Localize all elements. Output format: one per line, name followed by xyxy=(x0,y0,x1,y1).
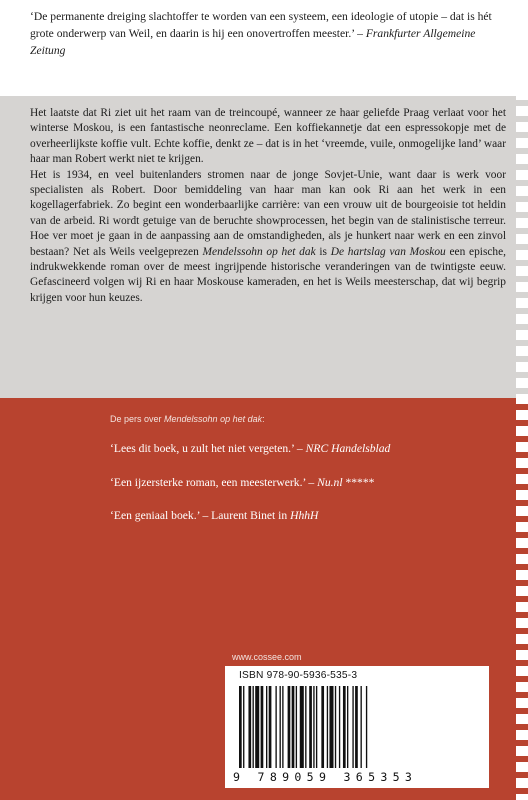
edge-tab xyxy=(516,682,528,692)
edge-tab xyxy=(516,234,528,244)
edge-tab xyxy=(516,490,528,500)
barcode-bar xyxy=(266,686,267,768)
barcode-bar xyxy=(300,686,304,768)
page-edge-tabs-icon xyxy=(510,0,528,800)
edge-tab xyxy=(516,378,528,388)
barcode-bar xyxy=(366,686,367,768)
edge-tab xyxy=(516,314,528,324)
edge-tab xyxy=(516,570,528,580)
barcode-bar xyxy=(292,686,295,768)
book-title-hartslag: De hartslag van Moskou xyxy=(330,245,446,258)
barcode-bar xyxy=(339,686,340,768)
blurb-paragraph-1: Het laatste dat Ri ziet uit het raam van de treincoupé, wanneer ze haar geliefde Praag verlaat voor het winterse Moskou, is een fantastische neonreclame. Een koffiekannetje dat een espressokopje met de overheerlijkste koffie vult. Echte koffie, denkt ze – dat is in het ‘vreemde, vuile, onmogelijke land’ waar haar man Robert werkt niet te krijgen. xyxy=(30,107,506,166)
blurb-paragraph-2 xyxy=(30,168,506,307)
barcode-bar xyxy=(282,686,283,768)
barcode-bar xyxy=(288,686,291,768)
edge-tab xyxy=(516,122,528,132)
edge-tab xyxy=(516,58,528,68)
edge-tab xyxy=(516,26,528,36)
edge-tab xyxy=(516,202,528,212)
edge-tab xyxy=(516,42,528,52)
edge-tab xyxy=(516,458,528,468)
edge-tab xyxy=(516,90,528,100)
edge-tab xyxy=(516,106,528,116)
edge-tab xyxy=(516,298,528,308)
barcode-bar xyxy=(261,686,264,768)
barcode-bar xyxy=(305,686,306,768)
press-quote-3-source: HhhH xyxy=(290,509,319,522)
barcode-bar xyxy=(343,686,346,768)
edge-tab xyxy=(516,250,528,260)
edge-tab xyxy=(516,586,528,596)
edge-tab xyxy=(516,602,528,612)
edge-tab xyxy=(516,218,528,228)
barcode-digits: 9 789059 365353 xyxy=(233,770,418,784)
barcode-bar xyxy=(329,686,333,768)
blurb-p2-part-c: een epische, indrukwekkende roman over de meest ingrijpende historische veranderingen van de twintigste eeuw. Gefascineerd volgen wij Ri en haar Moskouse kameraden, en het is Weils meesterschap, dat wij begrip krijgen voor hun keuzes. xyxy=(30,245,507,304)
edge-tab xyxy=(516,634,528,644)
press-band xyxy=(0,398,528,800)
edge-tab xyxy=(516,346,528,356)
edge-tab xyxy=(516,522,528,532)
isbn-label: ISBN 978-90-5936-535-3 xyxy=(239,670,358,681)
book-title-mendelssohn: Mendelssohn op het dak xyxy=(202,245,316,258)
edge-tab xyxy=(516,138,528,148)
press-quote-1 xyxy=(110,442,510,455)
edge-tab xyxy=(516,538,528,548)
barcode-icon xyxy=(239,686,479,768)
edge-tab xyxy=(516,282,528,292)
barcode-box xyxy=(225,666,489,788)
edge-tab xyxy=(516,74,528,84)
quote-source: Frankfurter Allgemeine Zeitung xyxy=(30,27,476,57)
barcode-bar xyxy=(361,686,362,768)
edge-tab xyxy=(516,426,528,436)
edge-tab xyxy=(516,730,528,740)
barcode-bar xyxy=(355,686,358,768)
edge-tab xyxy=(516,442,528,452)
edge-tab xyxy=(516,394,528,404)
press-quote-2-text: ‘Een ijzersterke roman, een meesterwerk.’ – xyxy=(110,476,318,489)
barcode-bar xyxy=(248,686,251,768)
edge-tab xyxy=(516,698,528,708)
edge-tab xyxy=(516,10,528,20)
barcode-bar xyxy=(296,686,297,768)
edge-tab xyxy=(516,618,528,628)
press-title-suffix: : xyxy=(262,414,265,424)
press-title-prefix: De pers over xyxy=(110,414,165,424)
edge-tab xyxy=(516,410,528,420)
edge-tab xyxy=(516,330,528,340)
press-title xyxy=(110,414,265,424)
quote-text: ‘De permanente dreiging slachtoffer te worden van een systeem, een ideologie of utopie – dat is hét grote onderwerp van Weil, en daarin is hij een onovertroffen meester.’ – xyxy=(30,10,492,40)
publisher-url: www.cossee.com xyxy=(232,652,302,662)
barcode-bar xyxy=(335,686,336,768)
barcode-bar xyxy=(253,686,254,768)
blurb-text xyxy=(30,106,506,306)
barcode-bar xyxy=(275,686,276,768)
barcode-bar xyxy=(243,686,244,768)
press-quote-2-source: Nu.nl xyxy=(317,476,343,489)
edge-tab xyxy=(516,186,528,196)
barcode-bar xyxy=(309,686,312,768)
edge-tab xyxy=(516,362,528,372)
top-review-quote xyxy=(30,8,508,59)
press-quote-2-stars: ***** xyxy=(342,476,375,489)
barcode-bar xyxy=(269,686,272,768)
edge-tab xyxy=(516,554,528,564)
barcode-bar xyxy=(313,686,314,768)
press-quote-1-text: ‘Lees dit boek, u zult het niet vergeten.’ – xyxy=(110,442,306,455)
barcode-bar xyxy=(347,686,348,768)
barcode-bar xyxy=(280,686,281,768)
edge-tab xyxy=(516,762,528,772)
barcode-bar xyxy=(255,686,259,768)
edge-tab xyxy=(516,746,528,756)
top-quote-band xyxy=(0,0,528,96)
press-quote-1-source: NRC Handelsblad xyxy=(305,442,391,455)
edge-tab xyxy=(516,506,528,516)
edge-tab xyxy=(516,170,528,180)
blurb-p2-part-b: is xyxy=(315,245,331,258)
edge-tab xyxy=(516,474,528,484)
press-quote-3-text: ‘Een geniaal boek.’ – Laurent Binet in xyxy=(110,509,291,522)
edge-tab xyxy=(516,778,528,788)
edge-tab xyxy=(516,666,528,676)
edge-tab xyxy=(516,266,528,276)
press-title-book: Mendelssohn op het dak xyxy=(164,414,263,424)
press-quote-2 xyxy=(110,476,510,489)
press-quote-3 xyxy=(110,509,510,522)
blurb-p2-part-a: Het is 1934, en veel buitenlanders stromen naar de jonge Sovjet-Unie, want daar is werk voor specialisten als Robert. Door bemiddeling van haar man kan ook Ri aan het werk in een kogellagerfabriek. Zo begint een wonderbaarlijke carrière: van een vrouw uit de bourgeoisie tot heldin van de arbeid. Ri wordt getuige van de beruchte showprocessen, het begin van de stalinistische terreur. Hoe ver moet je gaan in de aanpassing aan de omstandigheden, als je hunkert naar werk en een zinvol bestaan? Net als Weils veelgeprezen xyxy=(30,168,506,258)
barcode-bar xyxy=(352,686,353,768)
edge-tab xyxy=(516,794,528,800)
barcode-bar xyxy=(321,686,324,768)
barcode-bar xyxy=(239,686,242,768)
barcode-bar xyxy=(327,686,328,768)
edge-tab xyxy=(516,650,528,660)
barcode-bar xyxy=(316,686,317,768)
edge-tab xyxy=(516,154,528,164)
edge-tab xyxy=(516,714,528,724)
